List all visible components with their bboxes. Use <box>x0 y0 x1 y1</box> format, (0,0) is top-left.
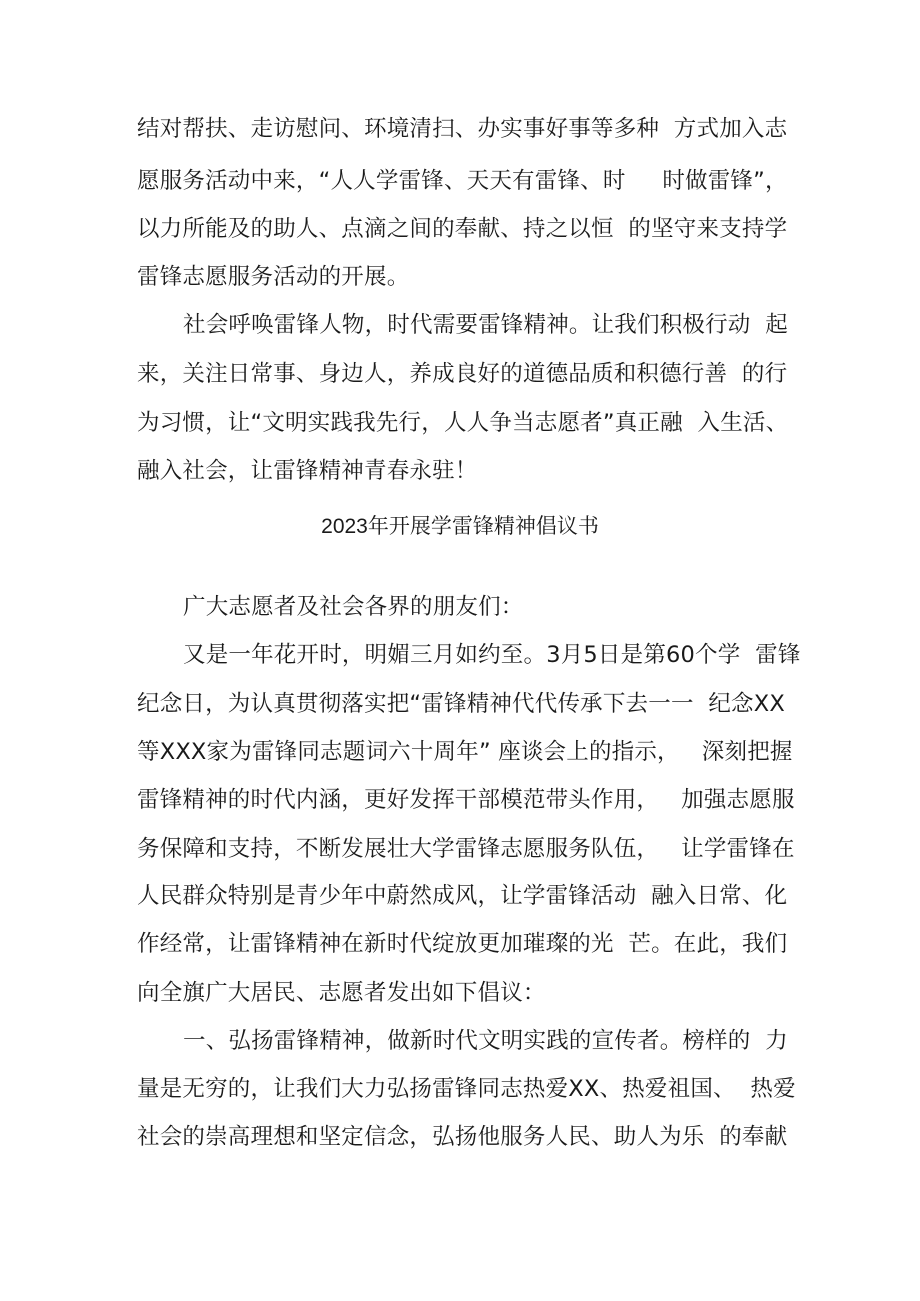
text-line: 又是一年花开时，明媚三月如约至。3月5日是第60个学 雷锋 <box>183 642 801 668</box>
text-line: 量是无穷的，让我们大力弘扬雷锋同志热爱XX、热爱祖国、 热爱 <box>137 1076 796 1102</box>
text-line: 纪念日，为认真贯彻落实把“雷锋精神代代传承下去一一 纪念XX <box>137 691 785 717</box>
text-line: 向全旗广大居民、志愿者发出如下倡议： <box>137 980 546 1006</box>
text-line: 来，关注日常事、身边人，养成良好的道德品质和积德行善 的行 <box>137 361 788 387</box>
text-line: 雷锋志愿服务活动的开展。 <box>137 264 410 290</box>
text-line: 人民群众特别是青少年中蔚然成风，让学雷锋活动 融入日常、化 <box>137 883 788 909</box>
text-line: 融入社会，让雷锋精神青春永驻！ <box>137 458 478 484</box>
text-line: 为习惯，让“文明实践我先行，人人争当志愿者”真正融 入生活、 <box>137 410 789 436</box>
text-line: 一、弘扬雷锋精神，做新时代文明实践的宣传者。榜样的 力 <box>183 1028 788 1054</box>
text-line: 作经常，让雷锋精神在新时代绽放更加璀璨的光 芒。在此，我们 <box>137 931 788 957</box>
text-line: 以力所能及的助人、点滴之间的奉献、持之以恒 的坚守来支持学 <box>137 216 788 242</box>
text-line: 结对帮扶、走访慰问、环境清扫、办实事好事等多种 方式加入志 <box>137 116 788 142</box>
salutation: 广大志愿者及社会各界的朋友们： <box>183 594 524 620</box>
document-title: 2023年开展学雷锋精神倡议书 <box>321 515 599 538</box>
text-line: 务保障和支持，不断发展壮大学雷锋志愿服务队伍， 让学雷锋在 <box>137 836 795 862</box>
text-line: 社会呼唤雷锋人物，时代需要雷锋精神。让我们积极行动 起 <box>183 312 788 338</box>
text-line: 等XXX家为雷锋同志题词六十周年” 座谈会上的指示， 深刻把握 <box>137 739 793 765</box>
text-line: 愿服务活动中来，“人人学雷锋、天天有雷锋、时 时做雷锋”， <box>137 168 788 194</box>
text-line: 社会的崇高理想和坚定信念，弘扬他服务人民、助人为乐 的奉献 <box>137 1124 788 1150</box>
text-line: 雷锋精神的时代内涵，更好发挥干部模范带头作用， 加强志愿服 <box>137 787 795 813</box>
